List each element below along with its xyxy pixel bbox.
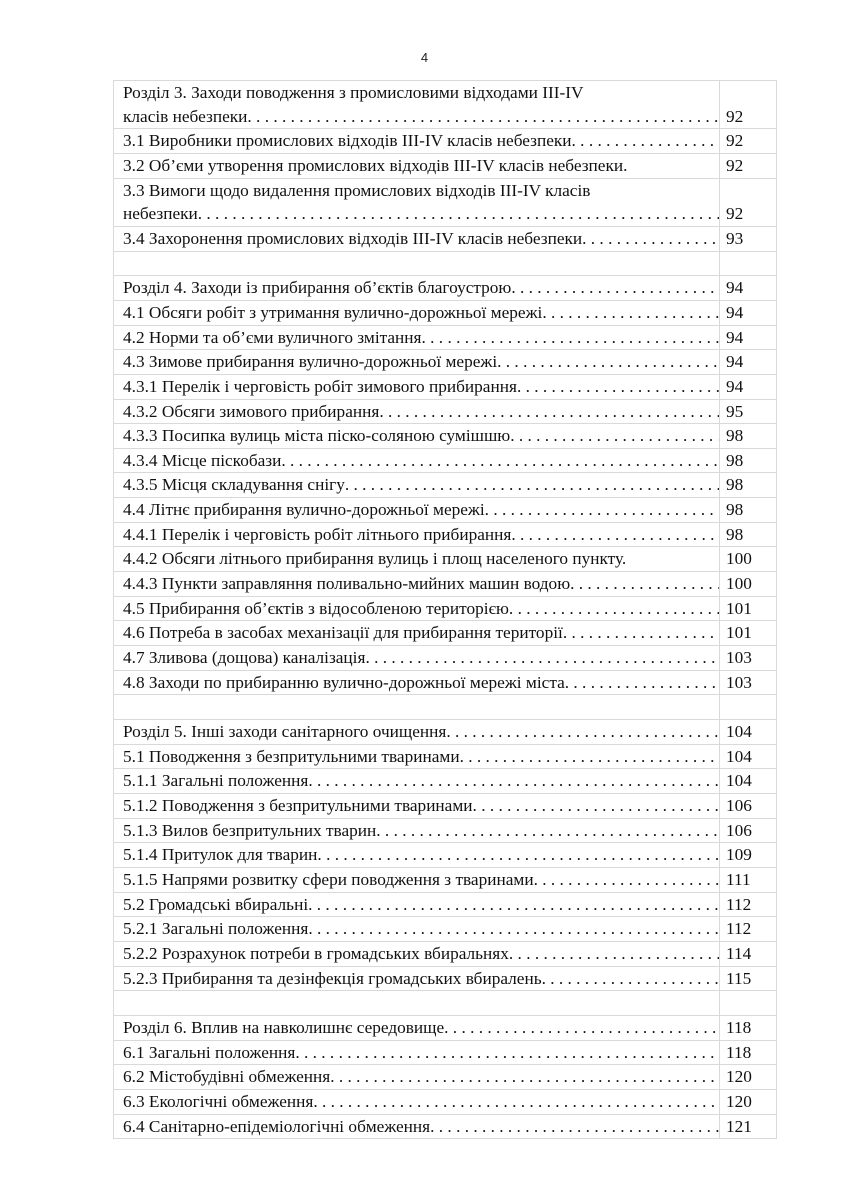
toc-entry-title xyxy=(114,621,720,646)
toc-entry-page: 112 xyxy=(720,917,777,942)
toc-entry-title xyxy=(114,646,720,671)
toc-row xyxy=(114,522,777,547)
toc-entry-page: 98 xyxy=(720,473,777,498)
toc-entry-label[interactable]: 6.2 Містобудівні обмеження xyxy=(123,1067,331,1087)
toc-entry-title xyxy=(114,424,720,449)
toc-entry-label[interactable]: 5.1.1 Загальні положення xyxy=(123,771,309,791)
dot-leader xyxy=(281,449,719,473)
toc-entry-page: 98 xyxy=(720,448,777,473)
toc-row xyxy=(114,424,777,449)
toc-entry-page: 95 xyxy=(720,399,777,424)
toc-entry-label[interactable]: 4.3.3 Посипка вулиць міста піско-соляною сумішшю xyxy=(123,426,511,446)
toc-blank-row xyxy=(114,695,777,720)
toc-row xyxy=(114,129,777,154)
toc-entry-page: 98 xyxy=(720,498,777,523)
toc-entry-page: 100 xyxy=(720,547,777,572)
toc-entry-label[interactable]: 5.1 Поводження з безпритульними тваринами xyxy=(123,746,460,766)
toc-entry-first-line: 3.3 Вимоги щодо видалення промислових відходів III-IV класів xyxy=(123,180,591,200)
toc-entry-label[interactable]: 4.3.2 Обсяги зимового прибирання xyxy=(123,401,380,421)
toc-entry-page: 106 xyxy=(720,818,777,843)
toc-entry-label[interactable]: 3.4 Захоронення промислових відходів III-IV класів небезпеки xyxy=(123,228,583,248)
dot-leader xyxy=(565,671,719,695)
toc-entry-title xyxy=(114,178,720,226)
toc-blank-cell xyxy=(720,695,777,720)
toc-entry-label[interactable]: 4.3.5 Місця складування снігу xyxy=(123,475,345,495)
toc-row xyxy=(114,769,777,794)
toc-entry-label[interactable]: 5.1.4 Притулок для тварин xyxy=(123,845,318,865)
toc-entry-page: 114 xyxy=(720,941,777,966)
toc-row xyxy=(114,917,777,942)
toc-entry-label[interactable]: 4.8 Заходи по прибиранню вулично-дорожньої мережі міста xyxy=(123,672,565,692)
dot-leader xyxy=(542,967,719,991)
toc-row xyxy=(114,153,777,178)
toc-blank-cell xyxy=(114,251,720,276)
toc-entry-label[interactable]: 4.3.1 Перелік і черговість робіт зимового прибирання xyxy=(123,376,517,396)
toc-entry-label[interactable]: 4.1 Обсяги робіт з утримання вулично-дорожньої мережі xyxy=(123,302,543,322)
toc-entry-title xyxy=(114,794,720,819)
dot-leader xyxy=(422,326,719,350)
toc-entry-page: 93 xyxy=(720,226,777,251)
dot-leader xyxy=(582,227,719,251)
toc-entry-page: 120 xyxy=(720,1089,777,1114)
toc-entry-title xyxy=(114,547,720,572)
dot-leader xyxy=(509,597,719,621)
dot-leader xyxy=(330,1065,719,1089)
toc-row xyxy=(114,547,777,572)
toc-entry-label[interactable]: 4.5 Прибирання об’єктів з відособленою територією xyxy=(123,598,509,618)
toc-entry-page: 100 xyxy=(720,572,777,597)
toc-entry-page: 120 xyxy=(720,1065,777,1090)
toc-entry-label[interactable]: 4.3 Зимове прибирання вулично-дорожньої мережі xyxy=(123,352,498,372)
toc-entry-title xyxy=(114,572,720,597)
toc-row xyxy=(114,744,777,769)
toc-entry-page: 112 xyxy=(720,892,777,917)
toc-entry-label[interactable]: 4.3.4 Місце піскобази xyxy=(123,450,282,470)
dot-leader xyxy=(345,473,719,497)
dot-leader xyxy=(517,375,719,399)
toc-entry-title xyxy=(114,350,720,375)
toc-entry-page: 115 xyxy=(720,966,777,991)
dot-leader xyxy=(308,769,719,793)
toc-row xyxy=(114,646,777,671)
toc-entry-label[interactable]: 4.4 Літнє прибирання вулично-дорожньої мережі xyxy=(123,500,485,520)
toc-row xyxy=(114,818,777,843)
toc-entry-title xyxy=(114,325,720,350)
toc-row xyxy=(114,81,777,129)
toc-entry-title xyxy=(114,917,720,942)
toc-entry-page: 106 xyxy=(720,794,777,819)
toc-row xyxy=(114,399,777,424)
toc-blank-cell xyxy=(720,251,777,276)
toc-entry-title xyxy=(114,867,720,892)
toc-entry-page: 121 xyxy=(720,1114,777,1139)
toc-entry-label[interactable]: 5.1.2 Поводження з безпритульними тваринами xyxy=(123,796,473,815)
toc-entry-title xyxy=(114,226,720,251)
toc-entry-label[interactable]: 5.1.3 Вилов безпритульних тварин xyxy=(123,820,377,840)
toc-entry-page: 111 xyxy=(720,867,777,892)
toc-entry-title xyxy=(114,843,720,868)
toc-entry-label[interactable]: 4.7 Зливова (дощова) каналізація xyxy=(123,648,366,668)
toc-row xyxy=(114,572,777,597)
dot-leader xyxy=(317,843,719,867)
toc-entry-page: 94 xyxy=(720,325,777,350)
toc-entry-page: 92 xyxy=(720,81,777,129)
toc-entry-label[interactable]: 5.1.5 Напрями розвитку сфери поводження з тваринами xyxy=(123,869,534,889)
toc-entry-title xyxy=(114,892,720,917)
toc-blank-row xyxy=(114,251,777,276)
toc-entry-label[interactable]: небезпеки xyxy=(123,204,198,224)
toc-entry-label[interactable]: 4.4.2 Обсяги літнього прибирання вулиць і площ населеного пункту. xyxy=(123,549,627,569)
toc-entry-first-line: Розділ 3. Заходи поводження з промисловими відходами III-IV xyxy=(123,83,584,102)
toc-entry-page: 118 xyxy=(720,1015,777,1040)
toc-entry-label[interactable]: 5.2 Громадські вбиральні xyxy=(123,894,309,914)
toc-row xyxy=(114,1114,777,1139)
toc-row xyxy=(114,621,777,646)
toc-entry-title xyxy=(114,473,720,498)
toc-entry-title xyxy=(114,670,720,695)
toc-row xyxy=(114,374,777,399)
toc-entry-label[interactable]: Розділ 5. Інші заходи санітарного очищення xyxy=(123,722,447,742)
toc-entry-title xyxy=(114,1065,720,1090)
toc-entry-label[interactable]: 3.2 Об’єми утворення промислових відходів III-IV класів небезпеки. xyxy=(123,155,628,175)
dot-leader xyxy=(308,917,719,941)
toc-entry-title xyxy=(114,276,720,301)
dot-leader xyxy=(510,424,719,448)
toc-entry-label[interactable]: 5.2.3 Прибирання та дезінфекція громадських вбиралень xyxy=(123,968,542,988)
toc-entry-page: 98 xyxy=(720,522,777,547)
toc-entry-page: 94 xyxy=(720,350,777,375)
toc-entry-page: 104 xyxy=(720,720,777,745)
toc-row xyxy=(114,794,777,819)
toc-row xyxy=(114,276,777,301)
toc-entry-page: 103 xyxy=(720,670,777,695)
toc-entry-label[interactable]: 6.3 Екологічні обмеження xyxy=(123,1091,314,1111)
toc-entry-label[interactable]: 3.1 Виробники промислових відходів III-IV класів небезпеки xyxy=(123,131,572,151)
toc-row xyxy=(114,498,777,523)
toc-entry-title xyxy=(114,1015,720,1040)
dot-leader xyxy=(379,400,719,424)
toc-entry-title xyxy=(114,941,720,966)
toc-row xyxy=(114,350,777,375)
toc-entry-label[interactable]: 5.2.1 Загальні положення xyxy=(123,919,309,939)
table-of-contents xyxy=(113,80,777,1139)
toc-entry-title xyxy=(114,498,720,523)
dot-leader xyxy=(473,794,719,818)
dot-leader xyxy=(511,523,719,547)
toc-entry-title xyxy=(114,1089,720,1114)
dot-leader xyxy=(534,868,719,892)
toc-entry-label[interactable]: 5.2.2 Розрахунок потреби в громадських вбиральнях xyxy=(123,943,509,963)
toc-entry-page: 92 xyxy=(720,178,777,226)
dot-leader xyxy=(509,942,719,966)
toc-row xyxy=(114,178,777,226)
toc-row xyxy=(114,226,777,251)
toc-row xyxy=(114,843,777,868)
toc-blank-cell xyxy=(114,695,720,720)
toc-entry-label[interactable]: 4.4.1 Перелік і черговість робіт літнього прибирання xyxy=(123,524,512,544)
dot-leader xyxy=(308,893,719,917)
dot-leader xyxy=(497,350,719,374)
toc-row xyxy=(114,1015,777,1040)
dot-leader xyxy=(511,276,719,300)
toc-row xyxy=(114,867,777,892)
toc-entry-label[interactable]: класів небезпеки xyxy=(123,106,248,126)
toc-entry-title xyxy=(114,448,720,473)
dot-leader xyxy=(444,1016,719,1040)
toc-entry-title xyxy=(114,966,720,991)
toc-row xyxy=(114,966,777,991)
toc-entry-label[interactable]: 6.1 Загальні положення xyxy=(123,1042,296,1062)
toc-entry-label[interactable]: 4.2 Норми та об’єми вуличного змітання xyxy=(123,327,422,347)
toc-entry-page: 104 xyxy=(720,769,777,794)
toc-row xyxy=(114,596,777,621)
dot-leader xyxy=(198,202,719,226)
toc-entry-title xyxy=(114,720,720,745)
dot-leader xyxy=(313,1090,719,1114)
dot-leader xyxy=(570,572,719,596)
dot-leader xyxy=(430,1115,719,1139)
toc-blank-row xyxy=(114,991,777,1016)
toc-entry-title xyxy=(114,744,720,769)
toc-entry-page: 103 xyxy=(720,646,777,671)
toc-entry-title xyxy=(114,1040,720,1065)
toc-row xyxy=(114,892,777,917)
dot-leader xyxy=(446,720,719,744)
toc-row xyxy=(114,941,777,966)
toc-blank-cell xyxy=(114,991,720,1016)
toc-row xyxy=(114,448,777,473)
page-number: 4 xyxy=(420,50,429,65)
toc-entry-title xyxy=(114,300,720,325)
toc-entry-label[interactable]: Розділ 6. Вплив на навколишнє середовище xyxy=(123,1017,445,1037)
toc-entry-page: 94 xyxy=(720,374,777,399)
dot-leader xyxy=(460,745,719,769)
toc-entry-title xyxy=(114,596,720,621)
toc-row xyxy=(114,1040,777,1065)
dot-leader xyxy=(247,105,719,129)
dot-leader xyxy=(542,301,719,325)
dot-leader xyxy=(485,498,719,522)
toc-row xyxy=(114,1089,777,1114)
toc-entry-label[interactable]: 4.4.3 Пункти заправляння поливально-мийних машин водою xyxy=(123,574,571,594)
toc-row xyxy=(114,670,777,695)
toc-entry-title xyxy=(114,81,720,129)
dot-leader xyxy=(365,646,719,670)
toc-entry-label[interactable]: 4.6 Потреба в засобах механізації для прибирання території xyxy=(123,623,563,643)
toc-entry-page: 101 xyxy=(720,596,777,621)
dot-leader xyxy=(563,621,719,645)
toc-entry-label[interactable]: Розділ 4. Заходи із прибирання об’єктів благоустрою xyxy=(123,278,512,298)
dot-leader xyxy=(376,819,719,843)
toc-entry-title xyxy=(114,129,720,154)
toc-entry-title xyxy=(114,522,720,547)
toc-entry-title xyxy=(114,399,720,424)
toc-entry-page: 92 xyxy=(720,129,777,154)
toc-blank-cell xyxy=(720,991,777,1016)
toc-row xyxy=(114,473,777,498)
toc-entry-title xyxy=(114,769,720,794)
dot-leader xyxy=(572,129,719,153)
toc-row xyxy=(114,720,777,745)
toc-entry-page: 101 xyxy=(720,621,777,646)
toc-entry-page: 109 xyxy=(720,843,777,868)
toc-entry-page: 94 xyxy=(720,276,777,301)
toc-entry-title xyxy=(114,374,720,399)
toc-entry-title xyxy=(114,818,720,843)
toc-row xyxy=(114,325,777,350)
toc-entry-page: 92 xyxy=(720,153,777,178)
toc-row xyxy=(114,300,777,325)
toc-entry-page: 94 xyxy=(720,300,777,325)
toc-entry-title xyxy=(114,1114,720,1139)
toc-entry-title xyxy=(114,153,720,178)
toc-entry-page: 98 xyxy=(720,424,777,449)
toc-entry-label[interactable]: 6.4 Санітарно-епідеміологічні обмеження xyxy=(123,1116,431,1136)
toc-row xyxy=(114,1065,777,1090)
toc-entry-page: 104 xyxy=(720,744,777,769)
dot-leader xyxy=(295,1041,719,1065)
toc-entry-page: 118 xyxy=(720,1040,777,1065)
